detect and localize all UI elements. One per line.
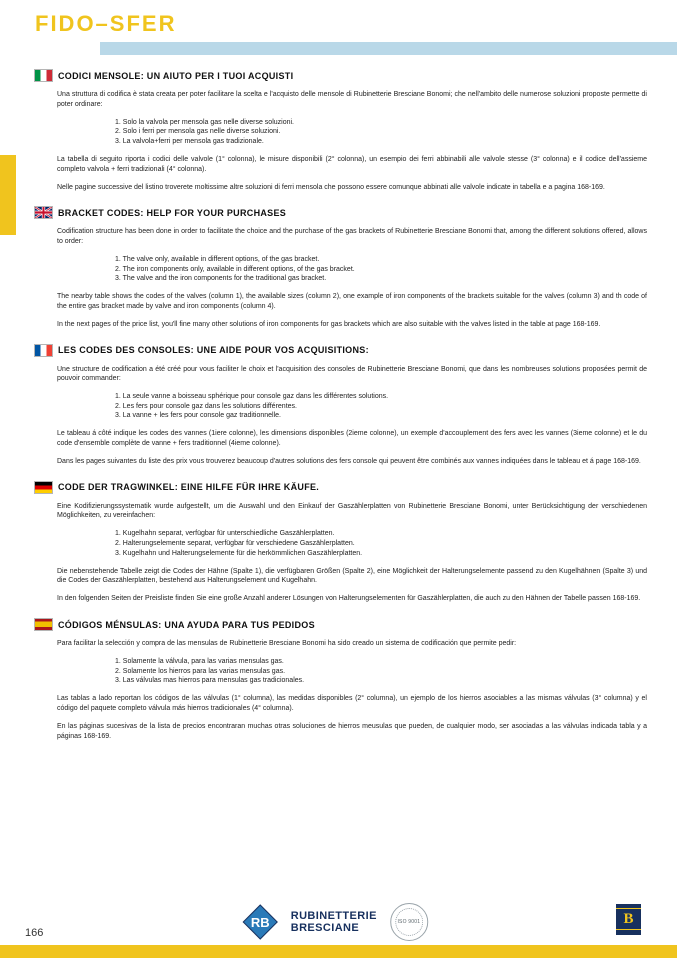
b-logo-bottom-band (616, 929, 641, 935)
italy-flag-icon (35, 70, 52, 81)
section-intro: Codification structure has been done in order to facilitate the choice and the purchase of the gas brackets of Rubinetterie Bresciane Bonomi that, among the different solutions offered, allows to order: (57, 228, 647, 245)
section-paragraph: Nelle pagine successive del listino troverete moltissime altre soluzioni di ferri mensola che possono essere comunque abbinati alle valvole indicate in tabella e a pagina 168-169. (57, 183, 605, 191)
list-item: 2. Les fers pour console gaz dans les solutions différentes. (115, 402, 297, 410)
numbered-list (115, 118, 647, 147)
section-intro: Para facilitar la selección y compra de las mensulas de Rubinetterie Bresciane Bonomi ha sido creado un sistema de codificación que permite pedir: (57, 640, 517, 647)
section-heading: BRACKET CODES: HELP FOR YOUR PURCHASES (58, 207, 287, 218)
list-item: 3. The valve and the iron components for the traditional gas bracket. (115, 275, 327, 283)
numbered-list (115, 255, 647, 284)
numbered-list (115, 529, 647, 558)
list-item: 3. La vanne + les fers pour console gaz traditionnelle. (115, 412, 281, 420)
section-paragraph: In the next pages of the price list, you'll fine many other solutions of iron components for gas brackets which are also suitable with the valves listed in the table at page 168-169. (57, 320, 601, 328)
page-number: 166 (25, 927, 44, 939)
svg-text:RB: RB (250, 915, 270, 930)
list-item: 2. Solo i ferri per mensola gas nelle diverse soluzioni. (115, 128, 281, 136)
certification-stamp-icon (390, 903, 428, 941)
section-header (35, 619, 647, 630)
bottom-gold-bar (0, 945, 677, 958)
brand-name-line1: RUBINETTERIE (290, 909, 377, 922)
spain-flag-icon (35, 619, 52, 630)
section-paragraph: The nearby table shows the codes of the valves (column 1), the available sizes (column 2), one example of iron components of the brackets suitable for the valves (column 3) and th code of the entire gas bracket made by valve and iron components (column 4). (57, 293, 647, 310)
section-heading: LES CODES DES CONSOLES: UNE AIDE POUR VOS ACQUISITIONS: (58, 345, 369, 355)
section-paragraph: Le tableau á côté indique les codes des vannes (1iere colonne), les dimensions disponibles (2ieme colonne), un exemple d'accouplement des fers avec les vannes (3ieme colonne) et le du code d'ensemble complète de vanne + fers traditionnel (4ieme colonne). (57, 430, 647, 448)
section-paragraph: En las páginas sucesivas de la lista de precios encontraran muchas otras soluciones de hierros meusulas que pueden, de cualquier modo, ser asociadas a las válvulas indicada tabla y a páginas 168-169. (57, 723, 647, 740)
section-italian (35, 70, 647, 192)
list-item: 2. Solamente los hierros para las varias mensulas gas. (115, 667, 286, 675)
list-item: 1. Solamente la válvula, para las varias mensulas gas. (115, 658, 284, 666)
list-item: 1. La seule vanne a boisseau sphérique pour console gaz dans les différentes solutions. (115, 393, 389, 401)
section-heading: CÓDIGOS MÉNSULAS: UNA AYUDA PARA TUS PEDIDOS (58, 619, 315, 630)
brand-name (291, 910, 377, 935)
page-content (35, 70, 647, 756)
header-divider-bar (100, 42, 677, 55)
list-item: 3. Kugelhahn und Halterungselemente für die herkömmlichen Gaszählerplatten. (115, 549, 363, 557)
list-item: 3. La valvola+ferri per mensola gas tradizionale. (115, 137, 264, 145)
brand-group (242, 903, 428, 941)
section-spanish (35, 619, 647, 741)
page-title: FIDO–SFER (35, 11, 177, 36)
list-item: 3. Las válvulas mas hierros para mensulas gas tradicionales. (115, 677, 305, 685)
numbered-list (115, 657, 647, 686)
section-intro: Une structure de codification a été créé pour vous faciliter le choix et l'acquisition des consoles de Rubinetterie Bresciane Bonomi, que dans les nombreuses solutions proposées permit de pouvoir commander: (57, 365, 647, 383)
section-header (35, 207, 647, 218)
brand-name-line2: BRESCIANE (290, 922, 360, 934)
list-item: 2. Halterungselemente separat, verfügbar für verschiedene Gaszählerplatten. (115, 540, 355, 548)
section-intro: Una struttura di codifica è stata creata per poter facilitare la scelta e l'acquisto delle mensole di Rubinetterie Bresciane Bonomi; che nell'ambito delle numerose soluzioni proposte permette di poter ordinare: (57, 91, 647, 108)
list-item: 1. The valve only, available in different options, of the gas bracket. (115, 255, 320, 263)
section-header (35, 70, 647, 81)
section-french (35, 345, 647, 467)
section-paragraph: Dans les pages suivantes du liste des prix vous trouverez beaucoup d'autres solutions des fers console qui peuvent être combinés aux vannes indiquées dans le tableau et á page 168-169. (57, 458, 641, 466)
section-english (35, 207, 647, 329)
rubinetterie-bresciane-logo-icon (242, 904, 278, 940)
germany-flag-icon (35, 482, 52, 493)
section-paragraph: Las tablas a lado reportan los códigos de las válvulas (1° columna), las medidas disponibles (2° columna), un ejemplo de los hierros asociables a las mismas válvulas (3° columna) y el código del paquete completo válvula más hierros tradicionales (4° columna). (57, 695, 647, 712)
section-paragraph: In den folgenden Seiten der Preisliste finden Sie eine große Anzahl anderer Lösungen von Halterungselementen für Gaszählerplatten, die auch zu den Hähnen der Tabelle passen 168-169. (57, 595, 641, 603)
list-item: 1. Solo la valvola per mensola gas nelle diverse soluzioni. (115, 118, 294, 126)
group-b-logo-icon (616, 904, 641, 935)
france-flag-icon (35, 345, 52, 356)
section-paragraph: La tabella di seguito riporta i codici delle valvole (1° colonna), le misure disponibili (2° colonna), un esempio dei ferri abbinabili alle valvole stesse (3° colonna) e il codice dell'assieme completo valvola + ferri tradizionali (4° colonna). (57, 155, 647, 173)
section-heading: CODE DER TRAGWINKEL: EINE HILFE FÜR IHRE KÄUFE. (58, 482, 320, 493)
b-logo-letter: B (623, 910, 634, 927)
page-footer (0, 893, 677, 945)
list-item: 1. Kugelhahn separat, verfügbar für unterschiedliche Gaszählerplatten. (115, 530, 335, 538)
section-heading: CODICI MENSOLE: UN AIUTO PER I TUOI ACQUISTI (58, 70, 294, 81)
section-paragraph: Die nebenstehende Tabelle zeigt die Codes der Hähne (Spalte 1), die verfügbaren Größen (Spalte 2), eine Möglichkeit der Halterungselemente passend zu den Kugelhähnen (Spalte 3) und die Codes der Gaszählerplatten, bestehend aus Halterungselement und Kugelhahn. (57, 567, 647, 585)
section-header (35, 345, 647, 356)
section-header (35, 482, 647, 493)
certification-label: ISO 9001 (397, 919, 421, 925)
section-intro: Eine Kodifizierungssystematik wurde aufgestellt, um die Auswahl und den Einkauf der Gaszählerplatten von Rubinetterie Bresciane Bonomi, unter Berücksichtigung der verschiedenen Möglichkeiten, zu vereinfachen: (57, 502, 647, 520)
numbered-list (115, 392, 647, 421)
uk-flag-icon (35, 207, 52, 218)
list-item: 2. The iron components only, available in different options, of the gas bracket. (115, 265, 355, 273)
left-edge-gold-tab (0, 155, 16, 235)
section-german (35, 482, 647, 604)
